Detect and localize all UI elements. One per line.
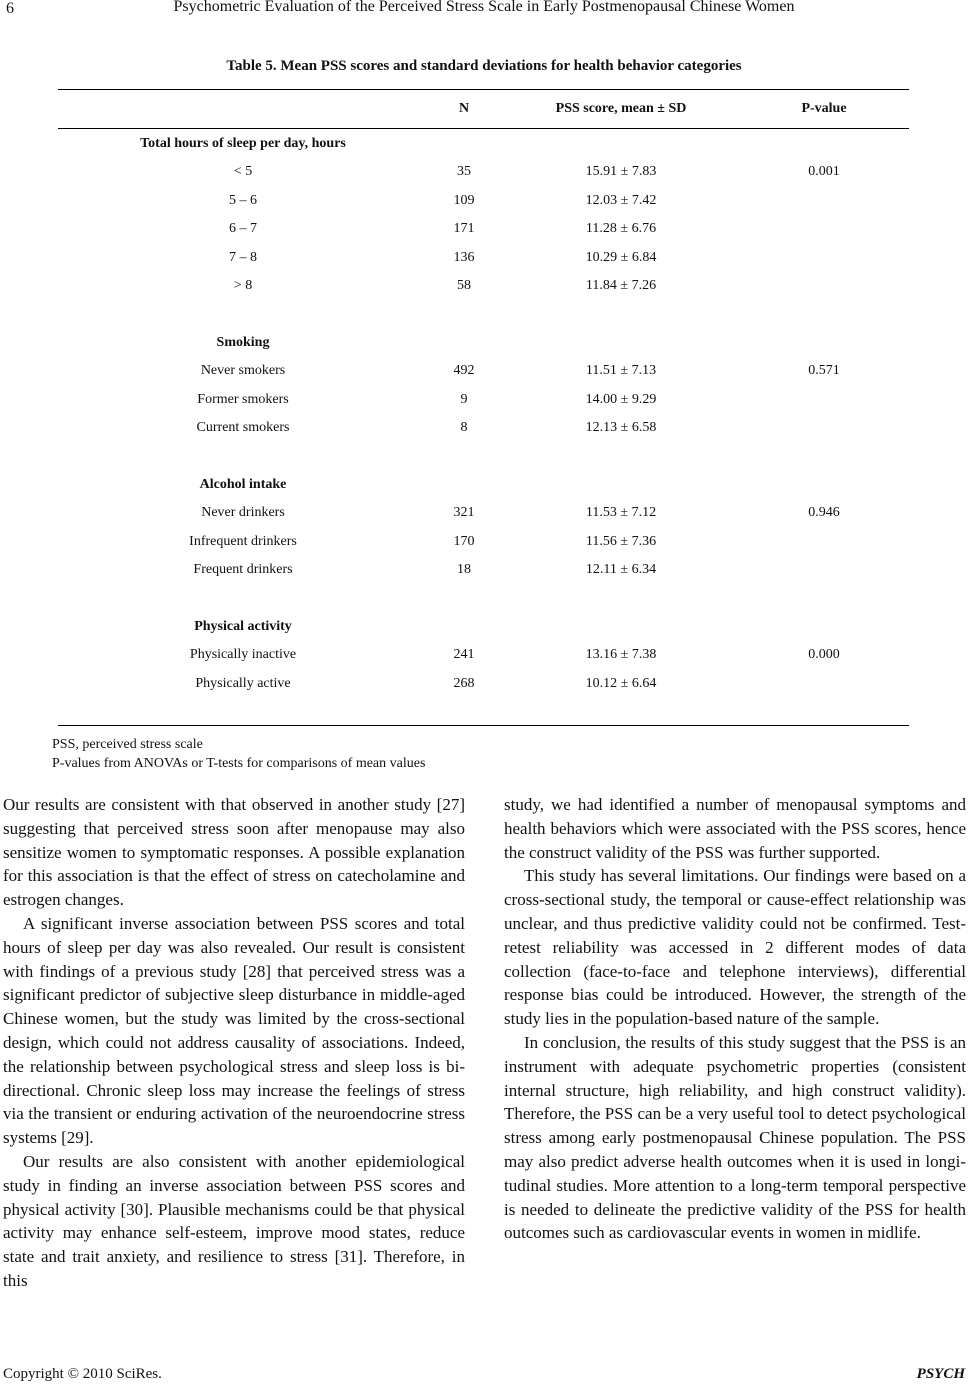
footer-copyright: Copyright © 2010 SciRes.: [3, 1366, 162, 1382]
section-heading: Smoking: [216, 334, 270, 350]
table-rule-bottom: [58, 725, 909, 726]
table-cell-n: 171: [453, 221, 475, 237]
table-title: Table 5. Mean PSS scores and standard deviations for health behavior categories: [226, 58, 742, 74]
table-cell-label: Never drinkers: [201, 505, 285, 521]
table-cell-p: 0.571: [808, 363, 840, 379]
table-cell-n: 9: [460, 391, 468, 407]
paragraph: Our results are consistent with that observed in another study [27] suggesting that perceived stress soon after menopause may also sensitize women to symptomatic responses. A possible explanation for this association is that the effect of stress on catecholamine and estrogen changes.: [3, 795, 465, 910]
paragraph: This study has several limitations. Our findings were based on a cross-sectional study, the temporal or cause-effect relationship was unclear, and thus predictive validity could not be confirmed. Test-retest reliability was accessed in 2 different modes of data collection (face-to-face and telephone interviews), differential response bias could be introduced. However, the strength of the study lies in the population-based nature of the sample.: [504, 866, 966, 1029]
paragraph: Our results are also consistent with another epidemiological study in finding an inverse association between PSS scores and physical activity [30]. Plausible mechanisms could be that physical activity may enhance self-esteem, improve mood states, reduce state and trait anxiety, and resilience to stress [31]. Therefore, in this: [3, 1151, 465, 1290]
table-cell-score: 11.56 ± 7.36: [585, 533, 657, 549]
table-cell-label: Current smokers: [196, 420, 290, 435]
table-cell-n: 58: [457, 278, 471, 293]
section-heading: Alcohol intake: [199, 476, 287, 492]
table-cell-score: 10.12 ± 6.64: [585, 675, 657, 691]
column-header-n: N: [458, 101, 470, 116]
table-cell-n: 170: [453, 533, 475, 549]
section-heading: Total hours of sleep per day, hours: [140, 136, 346, 151]
table-cell-n: 18: [457, 562, 471, 577]
table-rule-top: [58, 89, 909, 90]
table-cell-label: Physically active: [195, 675, 291, 691]
table-cell-score: 11.51 ± 7.13: [585, 363, 657, 379]
body-left-column: [3, 793, 465, 1293]
table-cell-label: 6 – 7: [229, 221, 257, 237]
table-cell-label: Frequent drinkers: [193, 562, 293, 577]
table-cell-label: Former smokers: [197, 391, 289, 407]
table-cell-n: 241: [453, 647, 475, 663]
table-cell-label: 7 – 8: [229, 249, 257, 265]
table-cell-score: 10.29 ± 6.84: [585, 249, 657, 265]
table-cell-label: Never smokers: [200, 363, 286, 379]
table-cell-score: 11.53 ± 7.12: [585, 505, 657, 521]
table-cell-score: 12.11 ± 6.34: [585, 562, 657, 577]
table-cell-score: 12.13 ± 6.58: [585, 420, 657, 435]
footer-journal: PSYCH: [916, 1366, 965, 1382]
table-cell-score: 11.84 ± 7.26: [585, 278, 657, 293]
table-cell-n: 109: [453, 192, 475, 208]
table-cell-label: Physically inactive: [189, 647, 297, 663]
table-cell-n: 136: [453, 249, 475, 265]
running-title: Psychometric Evaluation of the Perceived Stress Scale in Early Postmenopausal Chinese Women: [173, 0, 795, 15]
table-cell-n: 35: [457, 164, 471, 180]
page-number: 6: [6, 0, 14, 17]
column-header-pvalue: P-value: [801, 101, 847, 116]
table-cell-label: > 8: [233, 278, 253, 293]
table-cell-n: 492: [453, 363, 475, 379]
table-cell-n: 8: [460, 420, 468, 435]
column-header-score: PSS score, mean ± SD: [555, 101, 687, 116]
table-notes: [52, 735, 425, 773]
table-cell-p: 0.946: [808, 505, 840, 521]
table-cell-score: 15.91 ± 7.83: [585, 164, 657, 180]
table-cell-label: < 5: [233, 164, 253, 180]
table-cell-label: Infrequent drinkers: [189, 533, 297, 549]
table-cell-score: 13.16 ± 7.38: [585, 647, 657, 663]
table-note: PSS, perceived stress scale: [52, 737, 203, 752]
table-cell-label: 5 – 6: [229, 192, 257, 208]
section-heading: Physical activity: [194, 618, 292, 634]
table-cell-n: 321: [453, 505, 475, 521]
table-cell-score: 14.00 ± 9.29: [585, 391, 657, 407]
table-cell-p: 0.000: [808, 647, 840, 663]
paragraph: In conclusion, the results of this study suggest that the PSS is an instrument with adequate psychometric properties (consistent internal structure, high reliability, and high construct validity). Therefore, the PSS can be a very useful tool to detect psychological stress among early postmenopausal Chinese population. The PSS may also predict adverse health outcomes when it is used in longitudinal studies. More attention to a long-term temporal perspective is needed to delineate the predictive validity of the PSS for health outcomes such as cardiovascular events in women in midlife.: [504, 1032, 966, 1243]
paragraph: A significant inverse association between PSS scores and total hours of sleep per day was also revealed. Our result is consistent with findings of a previous study [28] that perceived stress was a significant predictor of subjective sleep disturbance in middle-aged Chinese women, but the study was limited by the cross-sectional design, which could not address causality of associations. Indeed, the relationship between psychological stress and sleep loss is bi-directional. Chronic sleep loss may increase the feelings of stress via the transient or enduring activation of the neuroendocrine stress systems [29].: [3, 913, 465, 1148]
paragraph: study, we had identified a number of menopausal symptoms and health behaviors which were associated with the PSS scores, hence the construct validity of the PSS was further supported.: [504, 795, 966, 862]
table-cell-score: 12.03 ± 7.42: [585, 192, 657, 208]
table-note: P-values from ANOVAs or T-tests for comparisons of mean values: [52, 756, 426, 771]
table-cell-p: 0.001: [808, 164, 840, 180]
table-cell-n: 268: [453, 675, 475, 691]
table-cell-score: 11.28 ± 6.76: [585, 221, 657, 237]
body-right-column: [504, 793, 966, 1245]
table-rule-header: [58, 128, 909, 129]
